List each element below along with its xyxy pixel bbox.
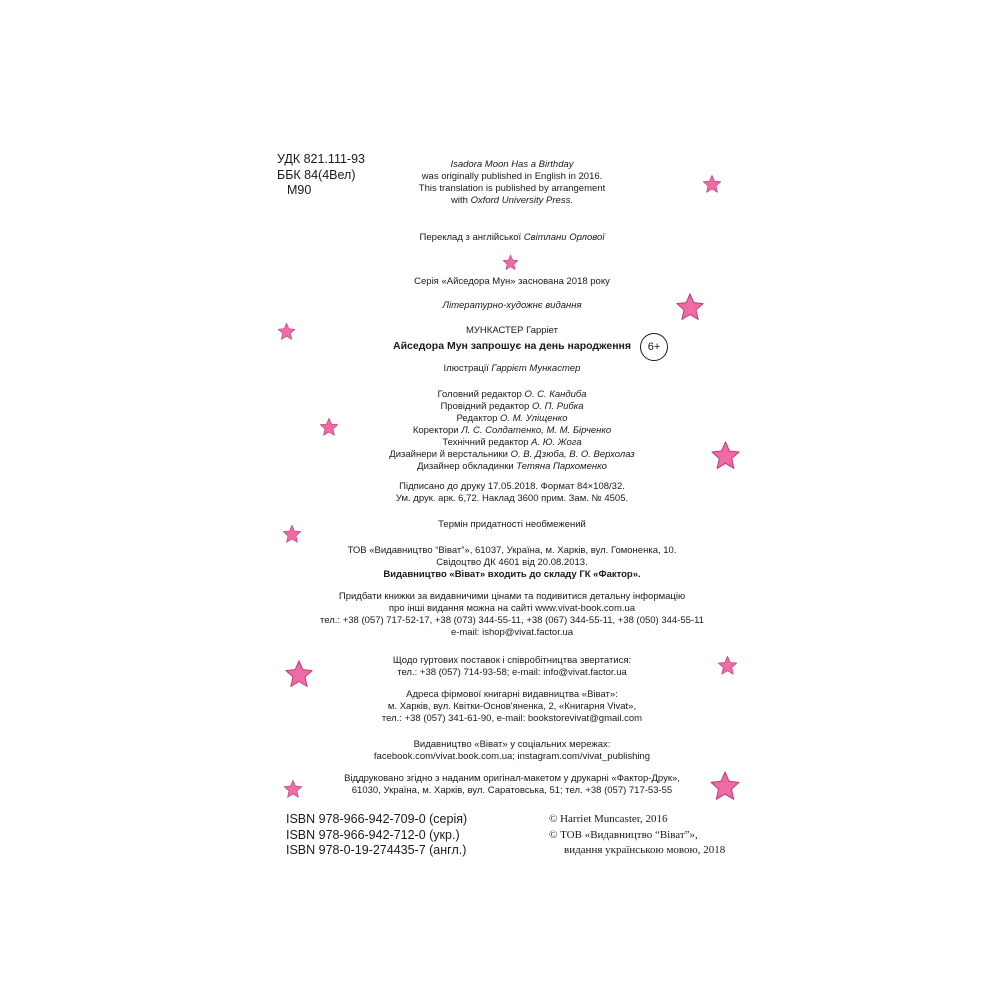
credit-line: Редактор О. М. Уліщенко — [456, 413, 568, 424]
star-icon — [283, 779, 303, 799]
star-icon — [282, 524, 302, 544]
star-icon — [319, 417, 339, 437]
credit-line: Провідний редактор О. П. Рибка — [440, 401, 584, 412]
lbc-code: ББК 84(4Вел) — [277, 167, 356, 182]
credit-line: Дизайнер обкладинки Тетяна Пархоменко — [417, 461, 607, 472]
isbn-list — [286, 812, 467, 859]
shop-info: Придбати книжки за видавничими цінами та подивитися детальну інформацію про інші видання можна на сайті www.vivat-book.com.ua тел.: +38 (057) 717-52-17, +38 (073) 344-55-11, +38 (067) 344-55-11, +38 (050) 344-55-11 e-mail: ishop@vivat.factor.ua — [320, 591, 704, 638]
isbn-english: ISBN 978-0-19-274435-7 (англ.) — [286, 843, 467, 857]
star-icon — [277, 322, 296, 341]
original-line-3: with Oxford University Press. — [451, 195, 573, 206]
translator-name: Світлани Орлової — [523, 232, 605, 243]
original-line-2: This translation is published by arrangement — [418, 183, 606, 194]
star-icon — [710, 440, 741, 471]
udc-code: УДК 821.111-93 — [277, 152, 365, 166]
star-icon — [702, 174, 722, 194]
age-rating-badge: 6+ — [640, 333, 668, 361]
print-details: Підписано до друку 17.05.2018. Формат 84×108/32. Ум. друк. арк. 6,72. Наклад 3600 прим. Зам. № 4505. — [395, 481, 629, 504]
illustrator-name: Гаррієт Мункастер — [491, 363, 581, 374]
series-note: Серія «Айседора Мун» заснована 2018 року — [414, 276, 610, 287]
isbn-ukrainian: ISBN 978-966-942-712-0 (укр.) — [286, 827, 460, 842]
credit-line: Дизайнери й верстальники О. В. Дзюба, В. О. Верхолаз — [389, 449, 635, 460]
star-icon — [284, 659, 314, 689]
copyright-publisher: © ТОВ «Видавництво “Віват”», — [549, 828, 698, 841]
author-mark: М90 — [287, 183, 312, 197]
edition-type: Літературно-художнє видання — [442, 300, 582, 311]
isbn-series: ISBN 978-966-942-709-0 (серія) — [286, 812, 468, 826]
author-heading: МУНКАСТЕР Гарріет — [465, 325, 559, 336]
star-icon — [717, 655, 738, 676]
illustrations-credit: Ілюстрації Гаррієт Мункастер — [443, 363, 581, 374]
social-info: Видавництво «Віват» у соціальних мережах: facebook.com/vivat.book.com.ua; instagram.com/vivat_publishing — [373, 739, 651, 762]
oup-name: Oxford University Press. — [470, 195, 573, 206]
copyright-edition: видання українською мовою, 2018 — [564, 844, 726, 856]
shelf-life: Термін придатності необмежений — [438, 519, 586, 530]
book-title: Айседора Мун запрошує на день народження — [392, 340, 632, 352]
copyright-block — [549, 812, 725, 859]
original-line-1: was originally published in English in 2016. — [421, 171, 603, 182]
original-edition-notice — [255, 159, 769, 207]
star-icon — [675, 292, 705, 322]
publisher-info: ТОВ «Видавництво “Віват”», 61037, Україна, м. Харків, вул. Гомоненка, 10. Свідоцтво ДК 4601 від 20.08.2013. Видавництво «Віват» входить до складу ГК «Фактор». — [255, 545, 769, 581]
star-icon — [709, 770, 741, 802]
printing-house-info: Віддруковано згідно з наданим оригінал-макетом у друкарні «Фактор-Друк», 61030, Україна, м. Харків, вул. Саратовська, 51; тел. +38 (057) 717-53-55 — [344, 773, 680, 796]
wholesale-info: Щодо гуртових поставок і співробітництва звертатися: тел.: +38 (057) 714-93-58; e-mail: info@vivat.factor.ua — [392, 655, 632, 678]
star-icon — [502, 254, 519, 271]
publisher-group-note: Видавництво «Віват» входить до складу ГК «Фактор». — [383, 569, 641, 580]
original-title: Isadora Moon Has a Birthday — [450, 159, 574, 170]
credit-line: Технічний редактор А. Ю. Жога — [442, 437, 582, 448]
credit-line: Головний редактор О. С. Кандиба — [437, 389, 587, 400]
credit-line: Коректори Л. С. Солдатенко, М. М. Бірченко — [412, 425, 612, 436]
translation-credit: Переклад з англійської Світлани Орлової — [419, 232, 605, 243]
bookstore-info: Адреса фірмової книгарні видавництва «Віват»: м. Харків, вул. Квітки-Основ'яненка, 2, «Книгарня Vivat», тел.: +38 (057) 341-61-90, e-mail: bookstorevivat@gmail.com — [381, 689, 643, 724]
copyright-author: © Harriet Muncaster, 2016 — [549, 813, 668, 825]
